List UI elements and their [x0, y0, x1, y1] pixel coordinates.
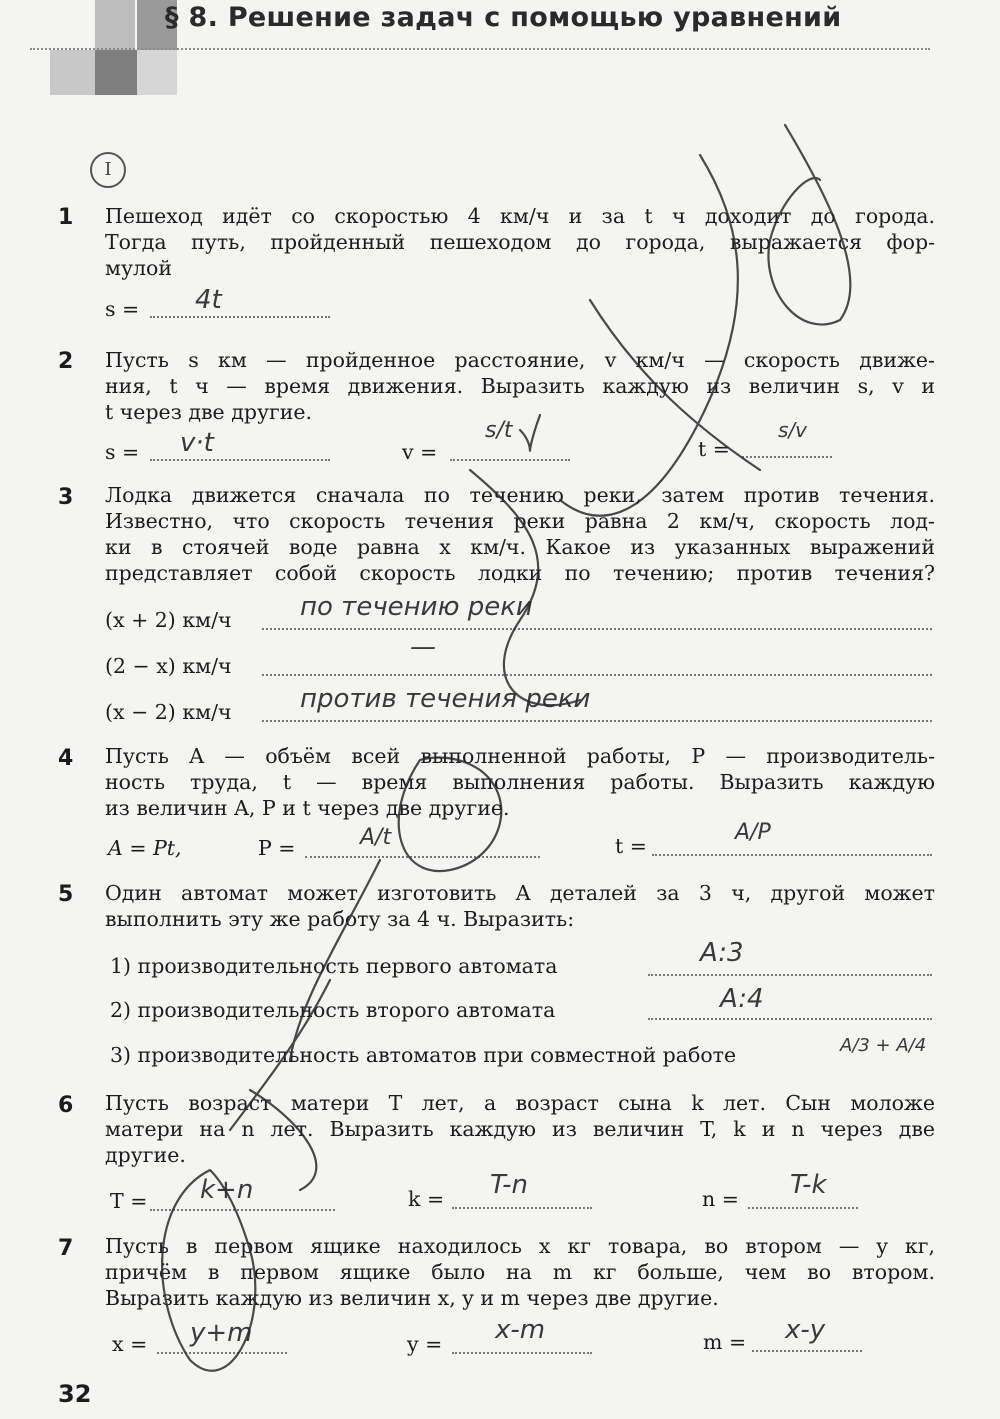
page-number: 32	[58, 1380, 92, 1408]
text-line: Пусть возраст матери T лет, а возраст сына k лет. Сын моложе	[105, 1091, 935, 1115]
field-label: t =	[698, 437, 730, 461]
field-label: y =	[407, 1332, 443, 1356]
text-line: причём в первом ящике было на m кг больше, чем во втором.	[105, 1260, 935, 1284]
text-line: ки в стоячей воде равна x км/ч. Какое из указанных выражений	[105, 535, 935, 559]
field-label: (x + 2) км/ч	[105, 608, 232, 632]
handwritten-answer: по течению реки	[300, 592, 533, 622]
field-label: v =	[402, 440, 438, 464]
scribble-stroke	[230, 980, 330, 1130]
handwritten-answer: —	[410, 632, 436, 662]
field-label: T =	[110, 1189, 148, 1213]
field-label: k =	[408, 1187, 445, 1211]
field-label: m =	[703, 1330, 747, 1354]
field-label: 2) производительность второго автомата	[110, 998, 556, 1022]
handwritten-answer: против течения реки	[300, 684, 591, 714]
scribble-stroke	[162, 1170, 255, 1371]
scribble-stroke	[250, 1090, 316, 1190]
field-label: x =	[112, 1332, 148, 1356]
problem-number: 4	[58, 746, 74, 771]
handwritten-answer: A/t	[360, 825, 392, 850]
handwritten-answer: A/P	[735, 820, 771, 845]
text-line: матери на n лет. Выразить каждую из величин T, k и n через две	[105, 1117, 935, 1141]
page-title: § 8. Решение задач с помощью уравнений	[165, 2, 842, 33]
scribble-stroke	[590, 300, 760, 470]
handwritten-answer: k+n	[200, 1175, 254, 1205]
field-label: P =	[258, 836, 296, 860]
field-label: 1) производительность первого автомата	[110, 954, 558, 978]
handwritten-answer: y+m	[190, 1318, 253, 1348]
field-label: (x − 2) км/ч	[105, 700, 232, 724]
text-line: ния, t ч — время движения. Выразить каждую из величин s, v и	[105, 374, 935, 398]
text-line: Один автомат может изготовить A деталей за 3 ч, другой может	[105, 881, 935, 905]
scribble-stroke	[560, 155, 738, 516]
text-line: Лодка движется сначала по течению реки, затем против течения.	[105, 483, 935, 507]
problem-number: 5	[58, 882, 74, 907]
handwritten-answer: T-n	[490, 1170, 529, 1200]
handwritten-answer: 4t	[195, 285, 222, 315]
handwritten-answer: A/3 + A/4	[840, 1035, 927, 1056]
text-line: другие.	[105, 1143, 186, 1167]
problem-number: 1	[58, 205, 74, 230]
scribble-stroke	[290, 860, 380, 1060]
text-line: Пусть s км — пройденное расстояние, v км/ч — скорость движе-	[105, 348, 935, 372]
field-label: s =	[105, 440, 140, 464]
text-line: Известно, что скорость течения реки равна 2 км/ч, скорость лод-	[105, 509, 935, 533]
section-marker: I	[90, 152, 126, 188]
field-label: (2 − x) км/ч	[105, 654, 232, 678]
scribble-stroke	[768, 125, 850, 325]
field-label: t =	[615, 834, 647, 858]
text-line: t через две другие.	[105, 400, 313, 424]
problem-number: 6	[58, 1093, 74, 1118]
text-line: Выразить каждую из величин x, y и m через две другие.	[105, 1286, 719, 1310]
text-line: ность труда, t — время выполнения работы. Выразить каждую	[105, 770, 935, 794]
scribble-stroke	[399, 758, 502, 872]
text-line: Тогда путь, пройденный пешеходом до города, выражается фор-	[105, 230, 935, 254]
text-line: Пешеход идёт со скоростью 4 км/ч и за t ч доходит до города.	[105, 204, 935, 228]
problem-number: 7	[58, 1236, 74, 1261]
text-line: из величин A, P и t через две другие.	[105, 796, 510, 820]
problem-number: 2	[58, 349, 74, 374]
text-line: Пусть в первом ящике находилось x кг товара, во втором — y кг,	[105, 1234, 935, 1258]
field-label: n =	[702, 1187, 739, 1211]
handwritten-answer: A:4	[720, 984, 764, 1014]
handwritten-answer: x-m	[495, 1315, 546, 1345]
handwritten-answer: s/v	[778, 418, 807, 442]
field-label: 3) производительность автоматов при совместной работе	[110, 1043, 737, 1067]
handwritten-answer: A:3	[700, 938, 744, 968]
scribble-stroke	[520, 415, 540, 451]
scribble-stroke	[470, 470, 580, 705]
text-line: выполнить эту же работу за 4 ч. Выразить:	[105, 907, 575, 931]
handwritten-answer: T-k	[790, 1170, 827, 1200]
handwritten-answer: v·t	[180, 428, 214, 458]
field-label: A = Pt,	[108, 836, 182, 860]
text-line: Пусть A — объём всей выполненной работы, P — производитель-	[105, 744, 935, 768]
text-line: мулой	[105, 256, 173, 280]
problem-number: 3	[58, 485, 74, 510]
field-label: s =	[105, 297, 140, 321]
text-line: представляет собой скорость лодки по течению; против течения?	[105, 561, 935, 585]
handwritten-answer: x-y	[785, 1315, 826, 1345]
handwritten-answer: s/t	[485, 418, 513, 443]
